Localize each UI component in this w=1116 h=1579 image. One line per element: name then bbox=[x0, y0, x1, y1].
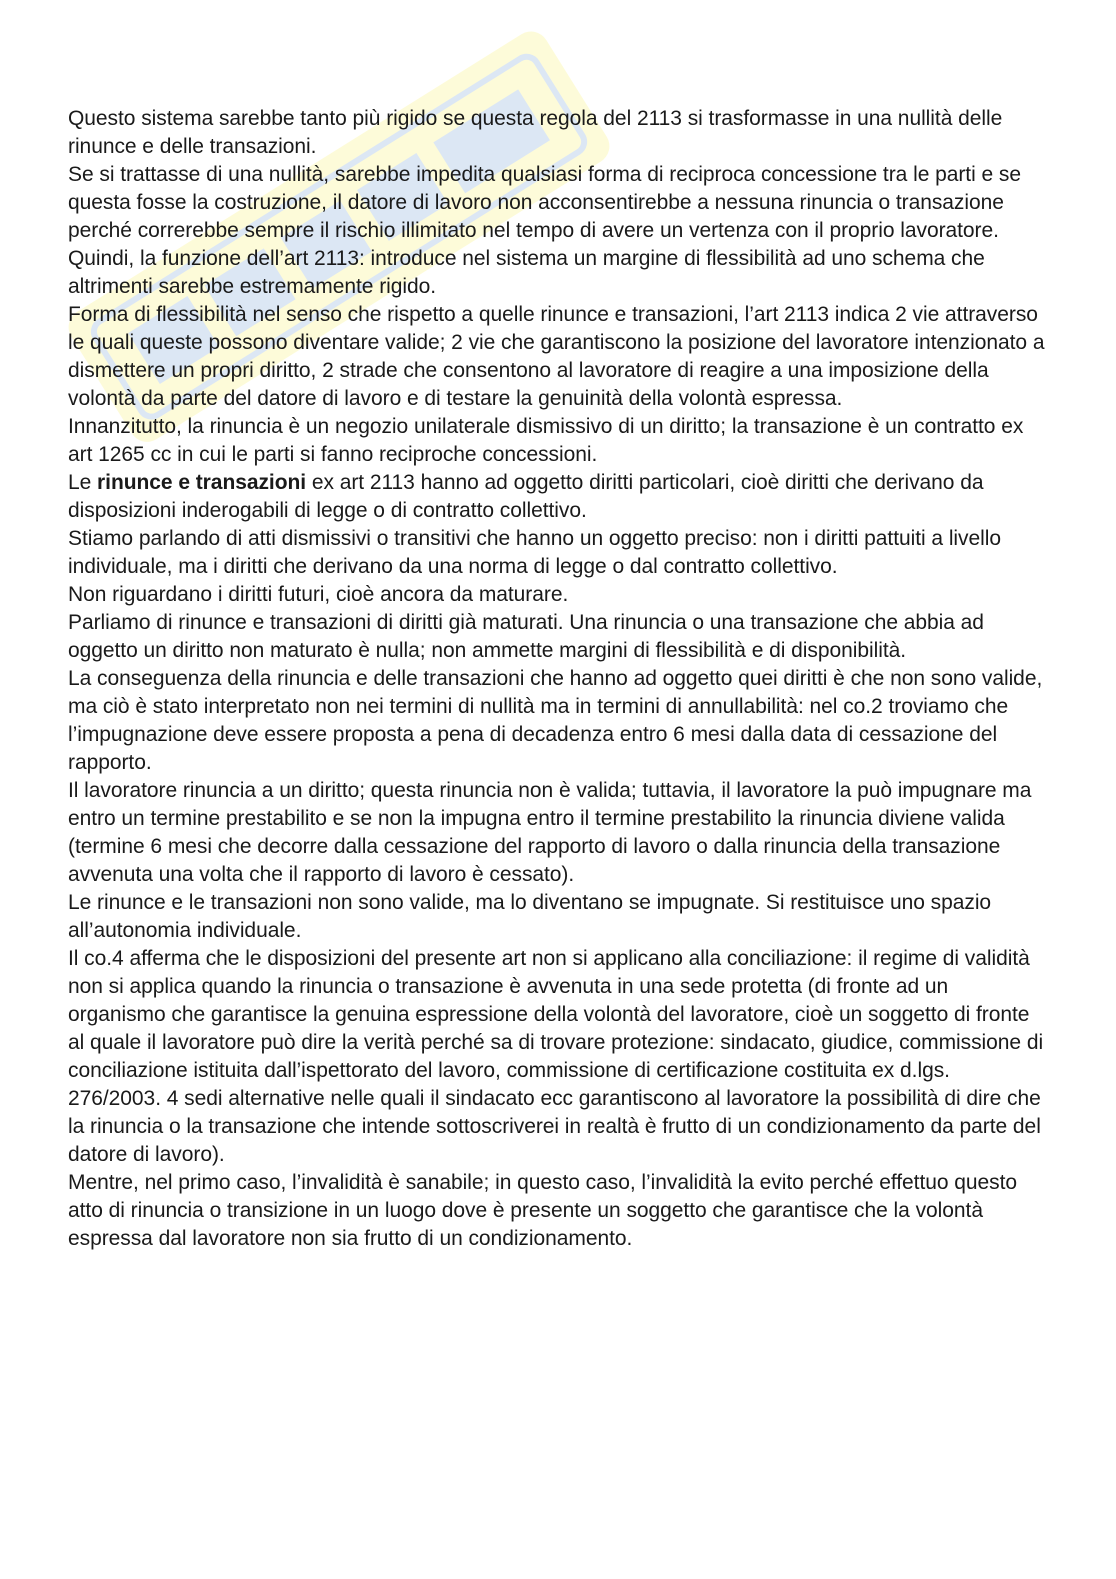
paragraph-4: Forma di flessibilità nel senso che rispetto a quelle rinunce e transazioni, l’art 2113 indica 2 vie attraverso le quali queste possono diventare valide; 2 vie che garantiscono la posizione del lavoratore intenzionato a dismettere un propri diritto, 2 strade che consentono al lavoratore di reagire a una imposizione della volontà da parte del datore di lavoro e di testare la genuinità della volontà espressa. bbox=[68, 303, 1045, 410]
paragraph-11: Il lavoratore rinuncia a un diritto; questa rinuncia non è valida; tuttavia, il lavoratore la può impugnare ma entro un termine prestabilito e se non la impugna entro il termine prestabilito la rinuncia diviene valida (termine 6 mesi che decorre dalla cessazione del rapporto di lavoro o dalla rinuncia della transazione avvenuta una volta che il rapporto di lavoro è cessato). bbox=[68, 779, 1032, 886]
paragraph-14: Mentre, nel primo caso, l’invalidità è sanabile; in questo caso, l’invalidità la evito perché effettuo questo atto di rinuncia o transizione in un luogo dove è presente un soggetto che garantisce che la volontà espressa dal lavoratore non sia frutto di un condizionamento. bbox=[68, 1171, 1018, 1250]
paragraph-6 bbox=[68, 469, 1048, 525]
document-body bbox=[68, 105, 1048, 1253]
paragraph-13: Il co.4 afferma che le disposizioni del presente art non si applicano alla conciliazione: il regime di validità non si applica quando la rinuncia o transazione è avvenuta in una sede protetta (di fronte ad un organismo che garantisce la genuina espressione della volontà del lavoratore, cioè un soggetto di fronte al quale il lavoratore può dire la verità perché sa di trovare protezione: sindacato, giudice, commissione di conciliazione istituita dall’ispettorato del lavoro, commissione di certificazione costituita ex d.lgs. 276/2003. 4 sedi alternative nelle quali il sindacato ecc garantiscono al lavoratore la possibilità di dire che la rinuncia o la transazione che intende sottoscriverei in realtà è frutto di un condizionamento da parte del datore di lavoro). bbox=[68, 947, 1044, 1166]
paragraph-6-bold-term: rinunce e transazioni bbox=[97, 471, 307, 494]
paragraph-9: Parliamo di rinunce e transazioni di diritti già maturati. Una rinuncia o una transazione che abbia ad oggetto un diritto non maturato è nulla; non ammette margini di flessibilità e di disponibilità. bbox=[68, 611, 984, 662]
paragraph-3: Quindi, la funzione dell’art 2113: introduce nel sistema un margine di flessibilità ad uno schema che altrimenti sarebbe estremamente rigido. bbox=[68, 247, 985, 298]
paragraph-5: Innanzitutto, la rinuncia è un negozio unilaterale dismissivo di un diritto; la transazione è un contratto ex art 1265 cc in cui le parti si fanno reciproche concessioni. bbox=[68, 415, 1024, 466]
paragraph-7: Stiamo parlando di atti dismissivi o transitivi che hanno un oggetto preciso: non i diritti pattuiti a livello individuale, ma i diritti che derivano da una norma di legge o dal contratto collettivo. bbox=[68, 527, 1001, 578]
paragraph-8: Non riguardano i diritti futuri, cioè ancora da maturare. bbox=[68, 583, 569, 606]
paragraph-12: Le rinunce e le transazioni non sono valide, ma lo diventano se impugnate. Si restituisce uno spazio all’autonomia individuale. bbox=[68, 891, 992, 942]
paragraph-6-prefix: Le bbox=[68, 471, 98, 494]
paragraph-1: Questo sistema sarebbe tanto più rigido se questa regola del 2113 si trasformasse in una nullità delle rinunce e delle transazioni. bbox=[68, 107, 1003, 158]
paragraph-6-suffix: ex art 2113 hanno ad oggetto diritti particolari, cioè diritti che derivano da disposizioni inderogabili di legge o di contratto collettivo. bbox=[68, 471, 984, 522]
paragraph-2: Se si trattasse di una nullità, sarebbe impedita qualsiasi forma di reciproca concessione tra le parti e se questa fosse la costruzione, il datore di lavoro non acconsentirebbe a nessuna rinuncia o transazione perché correrebbe sempre il rischio illimitato nel tempo di avere un vertenza con il proprio lavoratore. bbox=[68, 163, 1021, 242]
paragraph-10: La conseguenza della rinuncia e delle transazioni che hanno ad oggetto quei diritti è che non sono valide, ma ciò è stato interpretato non nei termini di nullità ma in termini di annullabilità: nel co.2 troviamo che l’impugnazione deve essere proposta a pena di decadenza entro 6 mesi dalla data di cessazione del rapporto. bbox=[68, 667, 1043, 774]
